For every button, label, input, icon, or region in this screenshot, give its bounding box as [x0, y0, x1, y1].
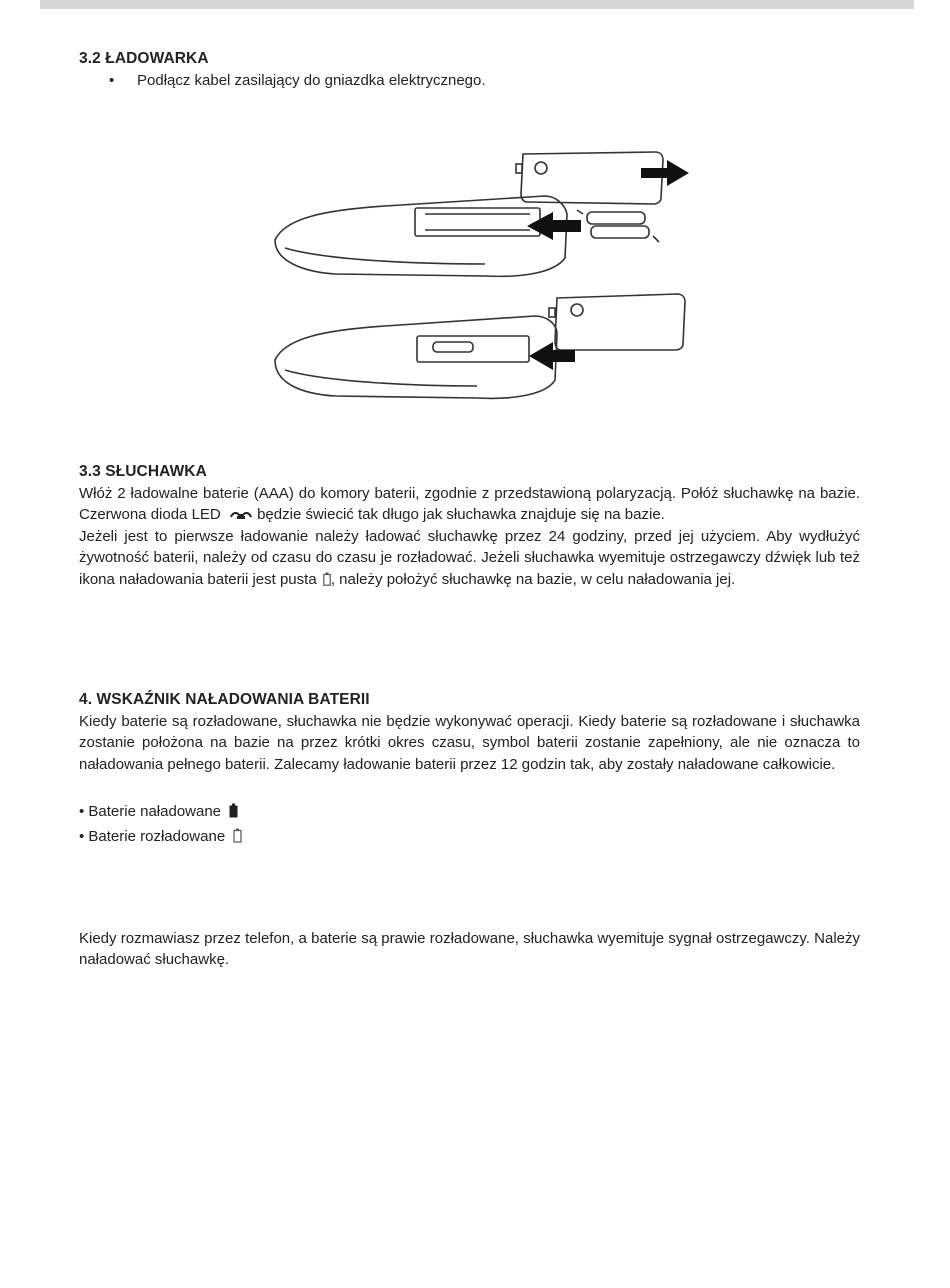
section-3-2-heading: 3.2 ŁADOWARKA: [79, 50, 209, 67]
final-note: [79, 928, 860, 971]
battery-empty-icon: [233, 828, 242, 843]
section-4: [79, 689, 860, 849]
battery-installation-illustration: [265, 148, 705, 418]
section-3-3-heading: 3.3 SŁUCHAWKA: [79, 463, 207, 480]
section-3-3-paragraph-2-part-2: , należy położyć słuchawkę na bazie, w celu naładowania jej.: [330, 570, 736, 588]
section-3-3: [79, 461, 860, 590]
list-item: [79, 799, 860, 824]
battery-empty-label: • Baterie rozładowane: [79, 828, 226, 846]
section-4-heading: 4. WSKAŹNIK NAŁADOWANIA BATERII: [79, 691, 370, 708]
final-paragraph: Kiedy rozmawiasz przez telefon, a baterie są prawie rozładowane, słuchawka wyemituje sygnał ostrzegawczy. Należy naładować słuchawkę.: [79, 930, 860, 969]
section-3-2-bullet: • Podłącz kabel zasilający do gniazdka elektrycznego.: [109, 70, 860, 91]
section-3-3-paragraph-2: [79, 526, 860, 590]
battery-full-icon: [229, 803, 238, 818]
section-3-3-paragraph-1-part-2: będzie świecić tak długo jak słuchawka znajduje się na bazie.: [257, 506, 665, 524]
battery-status-list: [79, 799, 860, 849]
section-3-3-paragraph-1-part-1: Włóż 2 ładowalne baterie (AAA) do komory baterii, zgodnie z przedstawioną polaryzacją. Połóż słuchawkę na bazie. Czerwona dioda LED: [79, 485, 860, 524]
list-item: [79, 824, 860, 849]
battery-empty-icon: [323, 572, 331, 586]
section-3-3-paragraph-2-part-1: Jeżeli jest to pierwsze ładowanie należy ładować słuchawkę przez 24 godziny, przed jej użyciem. Aby wydłużyć żywotność baterii, należy od czasu do czasu je rozładować. Jeżeli słuchawka wyemituje ostrzegawczy dźwięk lub też ikona naładowania baterii jest pusta: [79, 527, 860, 588]
handset-led-icon: [229, 509, 253, 521]
page-top-bar: [40, 0, 914, 9]
section-4-paragraph: Kiedy baterie są rozładowane, słuchawka nie będzie wykonywać operacji. Kiedy baterie są rozładowane i słuchawka zostanie położona na bazie na przez krótki okres czasu, symbol baterii zostanie zapełniony, ale nie oznacza to naładowania pełnego baterii. Zalecamy ładowanie baterii przez 12 godzin tak, aby zostały naładowane całkowicie.: [79, 713, 860, 773]
battery-full-label: • Baterie naładowane: [79, 803, 222, 821]
section-3-2: [79, 48, 860, 91]
section-3-3-paragraph-1: [79, 483, 860, 526]
